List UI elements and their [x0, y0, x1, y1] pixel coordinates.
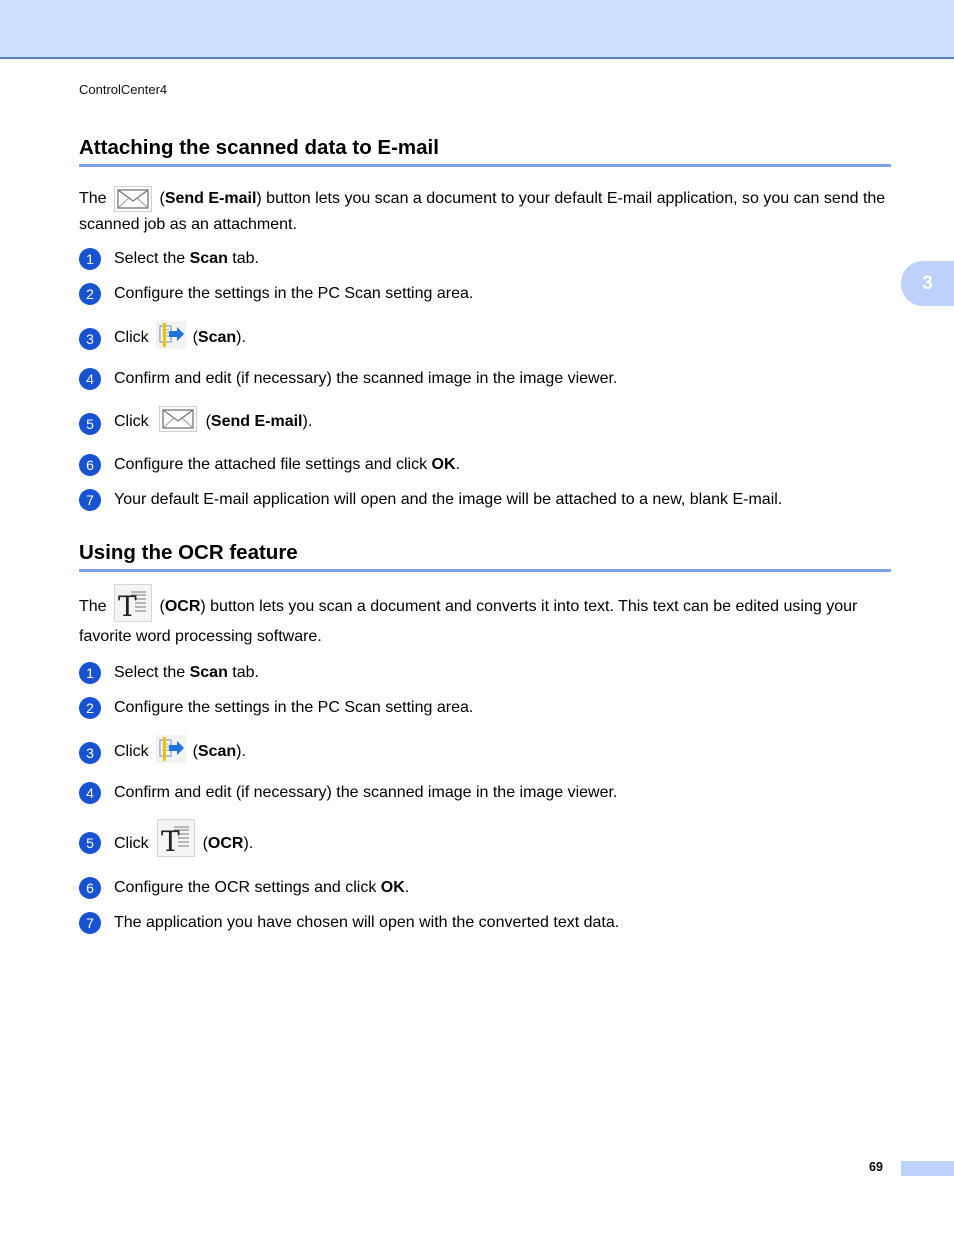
running-head: ControlCenter4 [79, 82, 168, 97]
email-envelope-icon [114, 186, 152, 212]
chapter-tab: 3 [901, 261, 954, 306]
step-number: 3 [79, 328, 101, 350]
step-number: 7 [79, 912, 101, 934]
step-ocr-2: 2 Configure the settings in the PC Scan setting area. [79, 697, 894, 719]
step-number: 3 [79, 742, 101, 764]
step-email-6: 6 Configure the attached file settings and click OK. [79, 454, 894, 476]
scan-icon [156, 321, 186, 349]
step-ocr-1: 1 Select the Scan tab. [79, 662, 894, 684]
top-header-band [0, 0, 954, 59]
step-number: 2 [79, 283, 101, 305]
step-email-2: 2 Configure the settings in the PC Scan setting area. [79, 283, 894, 305]
page-number: 69 [869, 1160, 883, 1174]
step-number: 4 [79, 782, 101, 804]
section-heading-email: Attaching the scanned data to E-mail [79, 136, 891, 167]
step-email-1: 1 Select the Scan tab. [79, 248, 894, 270]
step-email-3: 3 Click (Scan). [79, 328, 894, 350]
step-number: 2 [79, 697, 101, 719]
step-number: 1 [79, 662, 101, 684]
step-email-7: 7 Your default E-mail application will open and the image will be attached to a new, blank E-mail. [79, 489, 894, 511]
step-number: 1 [79, 248, 101, 270]
step-number: 6 [79, 877, 101, 899]
ocr-text-icon [157, 819, 195, 857]
svg-text:T: T [118, 590, 137, 621]
step-number: 7 [79, 489, 101, 511]
section-heading-ocr: Using the OCR feature [79, 541, 891, 572]
email-envelope-icon [159, 406, 197, 432]
step-ocr-7: 7 The application you have chosen will open with the converted text data. [79, 912, 894, 934]
step-ocr-4: 4 Confirm and edit (if necessary) the scanned image in the image viewer. [79, 782, 894, 804]
scan-icon [156, 735, 186, 763]
ocr-text-icon [114, 584, 152, 622]
step-number: 6 [79, 454, 101, 476]
step-number: 5 [79, 413, 101, 435]
step-email-4: 4 Confirm and edit (if necessary) the scanned image in the image viewer. [79, 368, 894, 390]
intro-paragraph-email: The (Send E-mail) button lets you scan a document to your default E-mail application, so you can send the scanned job as an attachment. [79, 186, 894, 237]
step-ocr-6: 6 Configure the OCR settings and click OK. [79, 877, 894, 899]
intro-paragraph-ocr: The T (OCR) button lets you scan a document and converts it into text. This text can be edited using your favorite word processing software. [79, 592, 894, 652]
step-ocr-3: 3 Click (Scan). [79, 742, 894, 764]
step-email-5: 5 Click (Send E-mail). [79, 413, 894, 435]
step-ocr-5: 5 Click T (OCR). [79, 832, 894, 854]
step-number: 5 [79, 832, 101, 854]
svg-text:T: T [161, 825, 180, 856]
footer-band [901, 1161, 954, 1176]
step-number: 4 [79, 368, 101, 390]
